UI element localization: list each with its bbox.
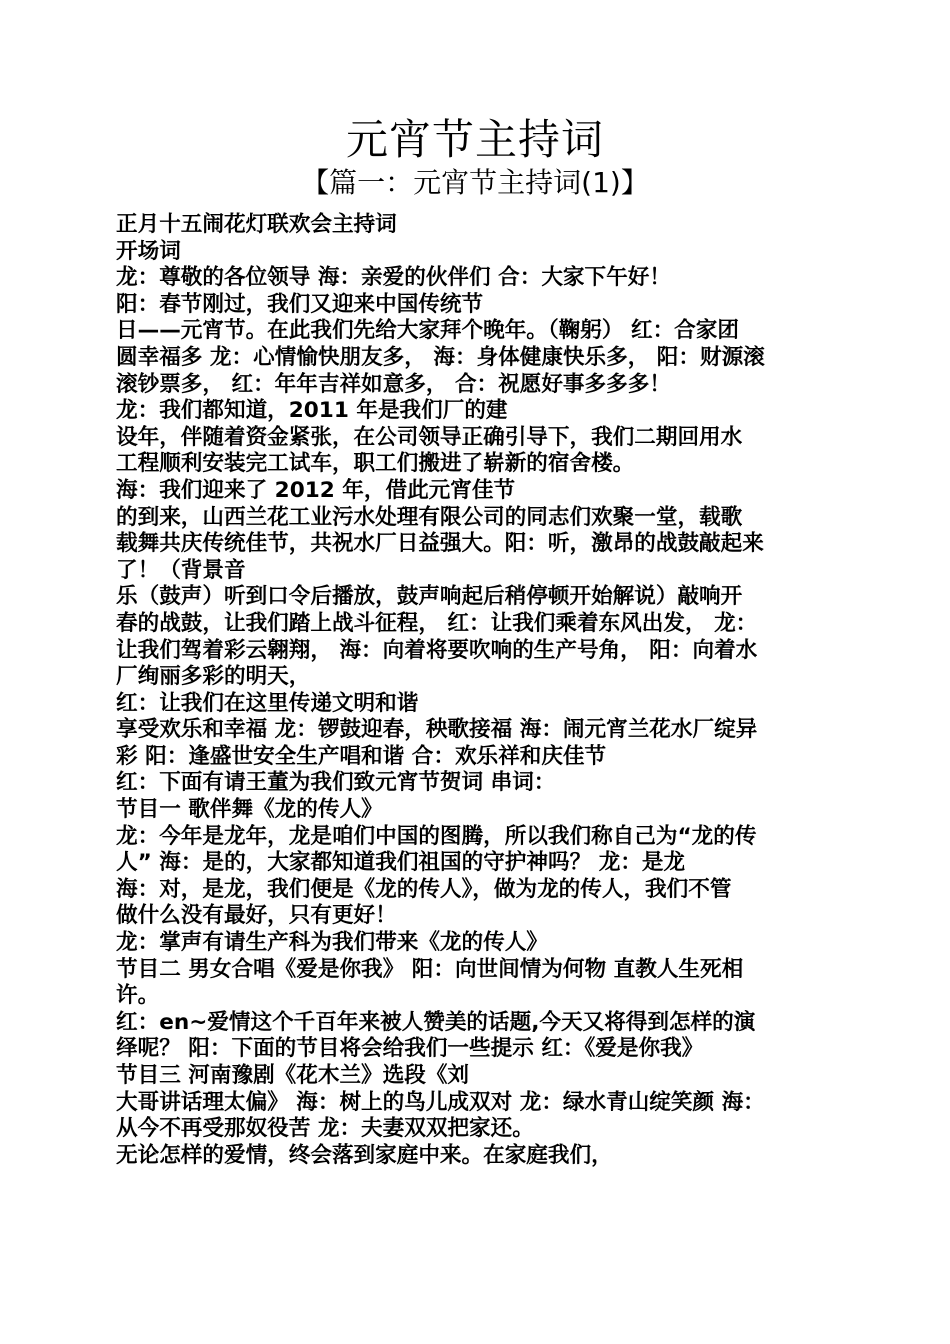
text-line: 人” 海：是的，大家都知道我们祖国的守护神吗？ 龙：是龙 [116, 850, 686, 876]
text-line: 圆幸福多 龙：心情愉快朋友多， 海：身体健康快乐多， 阳：财源滚 [116, 344, 765, 370]
text-line: 龙：我们都知道，2011 年是我们厂的建 [116, 398, 508, 424]
text-line: 节目三 河南豫剧《花木兰》选段《刘 [116, 1063, 470, 1088]
document-subtitle: 【篇一：元宵节主持词(1)】 [301, 166, 649, 199]
text-line: 红：下面有请王董为我们致元宵节贺词 串词： [116, 770, 556, 796]
text-line: 龙：尊敬的各位领导 海：亲爱的伙伴们 合：大家下午好！ [116, 265, 671, 291]
text-line: 工程顺利安装完工试车，职工们搬进了崭新的宿舍楼。 [116, 451, 635, 477]
text-line: 的到来，山西兰花工业污水处理有限公司的同志们欢聚一堂，载歌 [116, 504, 743, 530]
text-line: 龙：今年是龙年，龙是咱们中国的图腾，所以我们称自己为“龙的传 [116, 823, 757, 849]
text-line: 彩 阳：逢盛世安全生产唱和谐 合：欢乐祥和庆佳节 [116, 743, 607, 769]
document-title: 元宵节主持词 [345, 115, 604, 164]
text-line: 正月十五闹花灯联欢会主持词 [116, 212, 397, 237]
text-line: 节目一 歌伴舞《龙的传人》 [116, 797, 383, 823]
text-line: 海：我们迎来了 2012 年，借此元宵佳节 [116, 477, 516, 503]
text-line: 享受欢乐和幸福 龙：锣鼓迎春，秧歌接福 海：闹元宵兰花水厂绽异 [116, 717, 758, 743]
text-line: 了！（背景音 [116, 557, 246, 583]
text-line: 春的战鼓，让我们踏上战斗征程， 红：让我们乘着东风出发， 龙： [116, 610, 758, 636]
text-line: 红：让我们在这里传递文明和谐 [116, 690, 419, 716]
text-line: 无论怎样的爱情，终会落到家庭中来。在家庭我们， [116, 1142, 613, 1168]
text-line: 红：en~爱情这个千百年来被人赞美的话题,今天又将得到怎样的演 [116, 1009, 756, 1035]
text-line: 做什么没有最好，只有更好！ [116, 903, 397, 929]
text-line: 设年，伴随着资金紧张，在公司领导正确引导下，我们二期回用水 [116, 424, 743, 450]
text-line: 阳：春节刚过，我们又迎来中国传统节 [116, 291, 484, 317]
document-body [116, 212, 838, 1169]
text-line: 厂绚丽多彩的明天， [116, 664, 311, 690]
text-line: 从今不再受那奴役苦 龙：夫妻双双把家还。 [116, 1116, 534, 1142]
text-line: 滚钞票多， 红：年年吉祥如意多， 合：祝愿好事多多多！ [116, 371, 671, 397]
text-line: 让我们驾着彩云翱翔， 海：向着将要吹响的生产号角， 阳：向着水 [116, 637, 758, 663]
text-line: 乐（鼓声）听到口令后播放，鼓声响起后稍停顿开始解说）敲响开 [116, 584, 743, 610]
text-line: 开场词 [116, 238, 181, 264]
text-line: 龙：掌声有请生产科为我们带来《龙的传人》 [116, 930, 548, 956]
text-line: 日——元宵节。在此我们先给大家拜个晚年。（鞠躬） 红：合家团 [116, 318, 739, 344]
text-line: 大哥讲话理太偏》 海：树上的鸟儿成双对 龙：绿水青山绽笑颜 海： [116, 1089, 765, 1115]
text-line: 绎呢？ 阳：下面的节目将会给我们一些提示 红：《爱是你我》 [116, 1036, 704, 1062]
text-line: 海：对，是龙，我们便是《龙的传人》，做为龙的传人，我们不管 [116, 876, 732, 902]
text-line: 载舞共庆传统佳节，共祝水厂日益强大。阳：听，激昂的战鼓敲起来 [116, 531, 764, 557]
text-line: 许。 [116, 983, 160, 1009]
text-line: 节目二 男女合唱《爱是你我》 阳：向世间情为何物 直教人生死相 [116, 956, 744, 982]
